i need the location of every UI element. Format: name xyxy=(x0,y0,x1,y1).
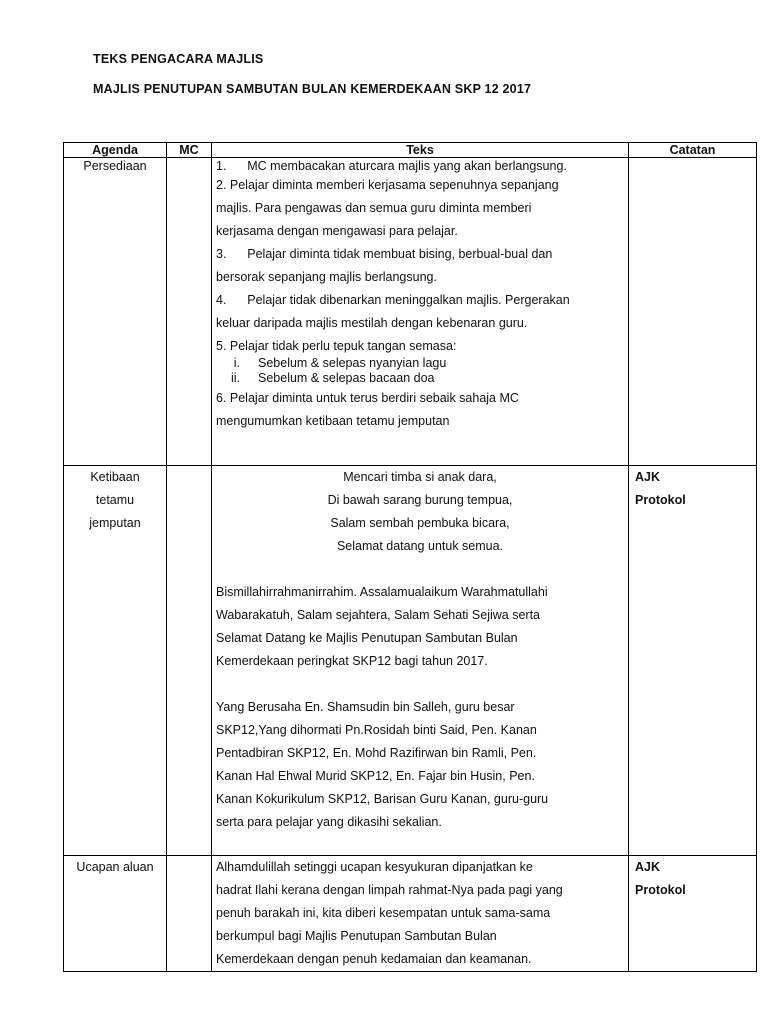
text-line: 4. Pelajar tidak dibenarkan meninggalkan majlis. Pergerakan xyxy=(216,293,570,307)
agenda-label: Ucapan aluan xyxy=(76,860,154,874)
document-subtitle: MAJLIS PENUTUPAN SAMBUTAN BULAN KEMERDEKAAN SKP 12 2017 xyxy=(93,82,532,96)
text-line: kerjasama dengan mengawasi para pelajar. xyxy=(216,224,458,238)
agenda-cell xyxy=(64,856,167,972)
sub-list-number: i. xyxy=(233,356,240,370)
sub-list-item xyxy=(216,371,624,386)
text-line: penuh barakah ini, kita diberi kesempatan untuk sama-sama xyxy=(216,906,551,920)
text-line: 6. Pelajar diminta untuk terus berdiri sebaik sahaja MC xyxy=(216,391,519,405)
text-line: keluar daripada majlis mestilah dengan kebenaran guru. xyxy=(216,316,528,330)
document-title: TEKS PENGACARA MAJLIS xyxy=(93,52,264,66)
text-line: SKP12,Yang dihormati Pn.Rosidah binti Said, Pen. Kanan xyxy=(216,723,537,737)
sub-list-item xyxy=(216,356,624,371)
header-agenda: Agenda xyxy=(64,143,167,158)
table-row xyxy=(64,856,757,972)
mc-cell xyxy=(167,466,212,856)
sub-list-text: Sebelum & selepas bacaan doa xyxy=(258,371,435,385)
catatan-label: Protokol xyxy=(635,883,686,897)
text-line: Yang Berusaha En. Shamsudin bin Salleh, guru besar xyxy=(216,700,515,714)
text-line: Bismillahirrahmanirrahim. Assalamualaikum Warahmatullahi xyxy=(216,585,548,599)
catatan-label: Protokol xyxy=(635,493,686,507)
catatan-cell xyxy=(629,856,757,972)
agenda-label: Ketibaan xyxy=(90,470,140,484)
catatan-cell xyxy=(629,466,757,856)
teks-cell xyxy=(212,158,629,466)
agenda-label: tetamu xyxy=(95,493,135,507)
pantun-line: Mencari timba si anak dara, xyxy=(343,470,497,484)
mc-cell xyxy=(167,856,212,972)
text-line: Alhamdulillah setinggi ucapan kesyukuran dipanjatkan ke xyxy=(216,860,533,874)
teks-cell xyxy=(212,856,629,972)
text-line: Kemerdekaan peringkat SKP12 bagi tahun 2017. xyxy=(216,654,488,668)
text-line: majlis. Para pengawas dan semua guru diminta memberi xyxy=(216,201,532,215)
header-catatan: Catatan xyxy=(629,143,757,158)
header-mc: MC xyxy=(167,143,212,158)
catatan-cell xyxy=(629,158,757,466)
agenda-label: Persediaan xyxy=(83,159,147,173)
text-line: mengumumkan ketibaan tetamu jemputan xyxy=(216,414,450,428)
text-line: Kemerdekaan dengan penuh kedamaian dan keamanan. xyxy=(216,952,532,966)
pantun-line: Salam sembah pembuka bicara, xyxy=(330,516,510,530)
text-line: 5. Pelajar tidak perlu tepuk tangan semasa: xyxy=(216,339,457,353)
table-row xyxy=(64,466,757,856)
sub-list-text: Sebelum & selepas nyanyian lagu xyxy=(258,356,447,370)
text-line: 1. MC membacakan aturcara majlis yang akan berlangsung. xyxy=(216,159,567,173)
program-table xyxy=(63,142,757,972)
text-line: bersorak sepanjang majlis berlangsung. xyxy=(216,270,437,284)
catatan-label: AJK xyxy=(635,860,661,874)
text-line: serta para pelajar yang dikasihi sekalian. xyxy=(216,815,442,829)
pantun-line: Di bawah sarang burung tempua, xyxy=(327,493,513,507)
text-line: Kanan Hal Ehwal Murid SKP12, En. Fajar bin Husin, Pen. xyxy=(216,769,535,783)
catatan-label: AJK xyxy=(635,470,661,484)
pantun-line: Selamat datang untuk semua. xyxy=(336,539,504,553)
sub-list-number: ii. xyxy=(230,371,240,385)
text-line: hadrat Ilahi kerana dengan limpah rahmat-Nya pada pagi yang xyxy=(216,883,563,897)
agenda-cell xyxy=(64,466,167,856)
text-line: 3. Pelajar diminta tidak membuat bising, berbual-bual dan xyxy=(216,247,553,261)
mc-cell xyxy=(167,158,212,466)
text-line: Pentadbiran SKP12, En. Mohd Razifirwan bin Ramli, Pen. xyxy=(216,746,537,760)
text-line: Kanan Kokurikulum SKP12, Barisan Guru Kanan, guru-guru xyxy=(216,792,549,806)
agenda-cell xyxy=(64,158,167,466)
text-line: Wabarakatuh, Salam sejahtera, Salam Sehati Sejiwa serta xyxy=(216,608,541,622)
text-line: berkumpul bagi Majlis Penutupan Sambutan Bulan xyxy=(216,929,497,943)
agenda-label: jemputan xyxy=(89,516,141,530)
table-header-row xyxy=(64,143,757,158)
text-line: Selamat Datang ke Majlis Penutupan Sambutan Bulan xyxy=(216,631,518,645)
teks-cell xyxy=(212,466,629,856)
table-row xyxy=(64,158,757,466)
text-line: 2. Pelajar diminta memberi kerjasama sepenuhnya sepanjang xyxy=(216,178,559,192)
header-teks: Teks xyxy=(212,143,629,158)
